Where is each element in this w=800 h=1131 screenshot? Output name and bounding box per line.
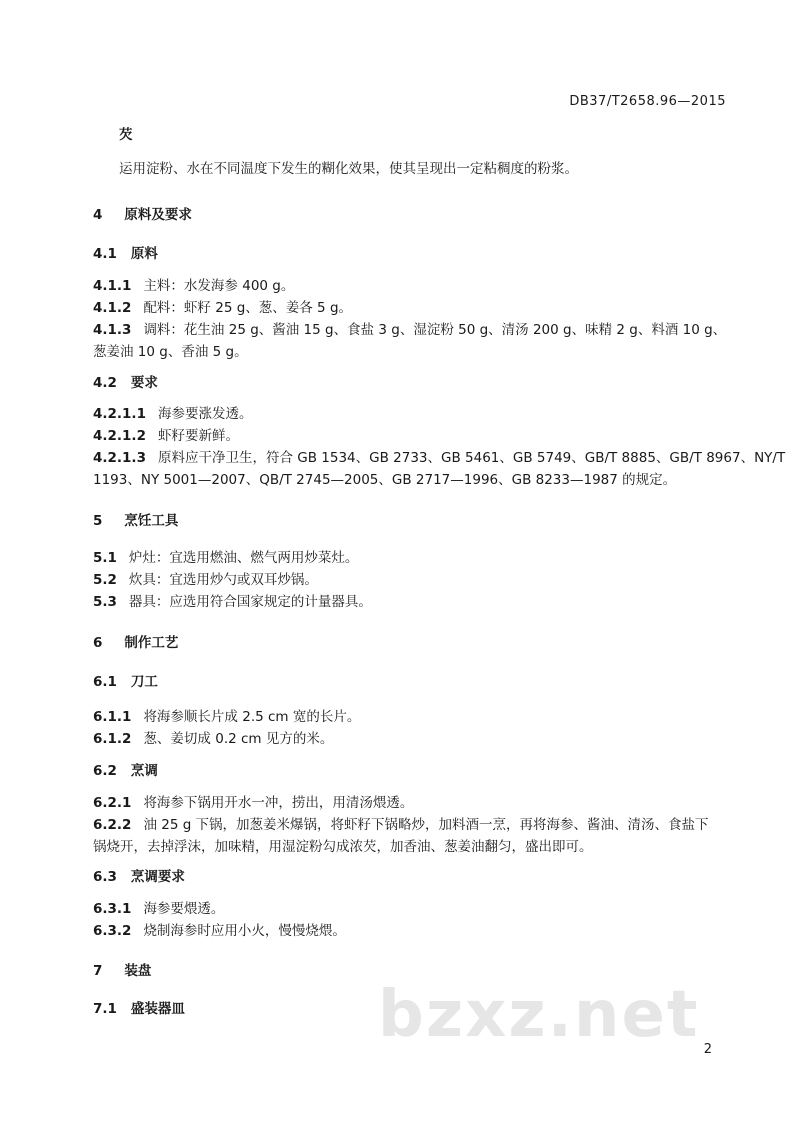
clause-4-1-2 bbox=[93, 299, 352, 317]
clause-number: 6.1.1 bbox=[93, 709, 132, 725]
section-4-2-heading bbox=[93, 374, 158, 392]
clause-number: 5.3 bbox=[93, 594, 117, 610]
clause-text: 海参要煨透。 bbox=[143, 901, 225, 917]
clause-text: 虾籽要新鲜。 bbox=[157, 428, 239, 444]
section-title: 烹调 bbox=[130, 763, 158, 779]
section-title: 原料及要求 bbox=[124, 207, 192, 223]
section-title: 烹饪工具 bbox=[124, 513, 179, 529]
section-number: 7.1 bbox=[93, 1001, 117, 1017]
clause-text: 将海参顺长片成 2.5 cm 宽的长片。 bbox=[143, 709, 361, 725]
clause-6-3-2 bbox=[93, 922, 346, 940]
clause-4-2-1-3 bbox=[93, 449, 785, 467]
clause-6-2-2 bbox=[93, 816, 709, 834]
section-7-heading bbox=[93, 962, 151, 980]
clause-text: 烧制海参时应用小火，慢慢烧煨。 bbox=[143, 923, 346, 939]
section-number: 6.3 bbox=[93, 869, 117, 885]
clause-text: 器具：应选用符合国家规定的计量器具。 bbox=[128, 594, 372, 610]
clause-4-1-3 bbox=[93, 321, 726, 339]
clause-number: 4.1.2 bbox=[93, 300, 132, 316]
clause-4-1-1 bbox=[93, 277, 294, 295]
section-6-3-heading bbox=[93, 868, 185, 886]
clause-6-1-1 bbox=[93, 708, 360, 726]
section-7-1-heading bbox=[93, 1000, 185, 1018]
clause-number: 6.2.1 bbox=[93, 795, 132, 811]
section-title: 要求 bbox=[130, 375, 158, 391]
clause-6-2-1 bbox=[93, 794, 413, 812]
clause-text: 将海参下锅用开水一冲，捞出，用清汤煨透。 bbox=[143, 795, 414, 811]
term-title: 芡 bbox=[119, 127, 133, 143]
section-number: 4.1 bbox=[93, 246, 117, 262]
clause-text: 炉灶：宜选用燃油、燃气两用炒菜灶。 bbox=[128, 550, 359, 566]
clause-4-2-1-1 bbox=[93, 405, 252, 423]
section-number: 6 bbox=[93, 635, 103, 651]
clause-6-2-2-continued: 锅烧开，去掉浮沫，加味精，用湿淀粉勾成浓芡，加香油、葱姜油翻匀，盛出即可。 bbox=[93, 839, 593, 855]
clause-number: 4.2.1.3 bbox=[93, 450, 146, 466]
clause-number: 4.1.3 bbox=[93, 322, 132, 338]
section-number: 4 bbox=[93, 207, 103, 223]
clause-number: 6.2.2 bbox=[93, 817, 132, 833]
section-number: 6.2 bbox=[93, 763, 117, 779]
section-5-heading bbox=[93, 512, 178, 530]
section-title: 刀工 bbox=[130, 674, 158, 690]
section-6-2-heading bbox=[93, 762, 158, 780]
clause-text: 葱、姜切成 0.2 cm 见方的米。 bbox=[143, 731, 334, 747]
section-4-1-heading bbox=[93, 245, 158, 263]
clause-5-1 bbox=[93, 549, 358, 567]
clause-text: 炊具：宜选用炒勺或双耳炒锅。 bbox=[128, 572, 318, 588]
clause-number: 4.1.1 bbox=[93, 278, 132, 294]
clause-text: 配料：虾籽 25 g、葱、姜各 5 g。 bbox=[143, 300, 353, 316]
clause-5-2 bbox=[93, 571, 318, 589]
clause-text: 调料：花生油 25 g、酱油 15 g、食盐 3 g、湿淀粉 50 g、清汤 200 g、味精 2 g、料酒 10 g、 bbox=[143, 322, 727, 338]
clause-text: 油 25 g 下锅，加葱姜米爆锅，将虾籽下锅略炒，加料酒一烹，再将海参、酱油、清汤、食盐下 bbox=[143, 817, 709, 833]
clause-number: 6.3.1 bbox=[93, 901, 132, 917]
clause-text: 海参要涨发透。 bbox=[157, 406, 253, 422]
section-number: 7 bbox=[93, 963, 103, 979]
section-title: 烹调要求 bbox=[130, 869, 185, 885]
clause-number: 5.2 bbox=[93, 572, 117, 588]
section-title: 制作工艺 bbox=[124, 635, 179, 651]
document-code: DB37/T2658.96—2015 bbox=[569, 94, 726, 109]
section-6-heading bbox=[93, 634, 178, 652]
clause-text: 主料：水发海参 400 g。 bbox=[143, 278, 295, 294]
clause-5-3 bbox=[93, 593, 372, 611]
section-4-heading bbox=[93, 206, 192, 224]
clause-number: 4.2.1.1 bbox=[93, 406, 146, 422]
page-number: 2 bbox=[703, 1042, 712, 1057]
section-number: 6.1 bbox=[93, 674, 117, 690]
clause-text: 原料应干净卫生，符合 GB 1534、GB 2733、GB 5461、GB 5749、GB/T 8885、GB/T 8967、NY/T bbox=[157, 450, 786, 466]
section-number: 5 bbox=[93, 513, 103, 529]
section-title: 装盘 bbox=[124, 963, 152, 979]
clause-4-1-3-continued: 葱姜油 10 g、香油 5 g。 bbox=[93, 344, 248, 360]
clause-number: 5.1 bbox=[93, 550, 117, 566]
clause-4-2-1-2 bbox=[93, 427, 239, 445]
section-6-1-heading bbox=[93, 673, 158, 691]
clause-6-1-2 bbox=[93, 730, 333, 748]
clause-number: 6.1.2 bbox=[93, 731, 132, 747]
watermark: bzxz.net bbox=[378, 978, 700, 1052]
clause-4-2-1-3-continued: 1193、NY 5001—2007、QB/T 2745—2005、GB 2717—1996、GB 8233—1987 的规定。 bbox=[93, 472, 677, 488]
clause-number: 4.2.1.2 bbox=[93, 428, 146, 444]
section-number: 4.2 bbox=[93, 375, 117, 391]
clause-number: 6.3.2 bbox=[93, 923, 132, 939]
section-title: 盛装器皿 bbox=[130, 1001, 185, 1017]
clause-6-3-1 bbox=[93, 900, 224, 918]
term-definition: 运用淀粉、水在不同温度下发生的糊化效果，使其呈现出一定粘稠度的粉浆。 bbox=[119, 161, 578, 177]
section-title: 原料 bbox=[130, 246, 158, 262]
